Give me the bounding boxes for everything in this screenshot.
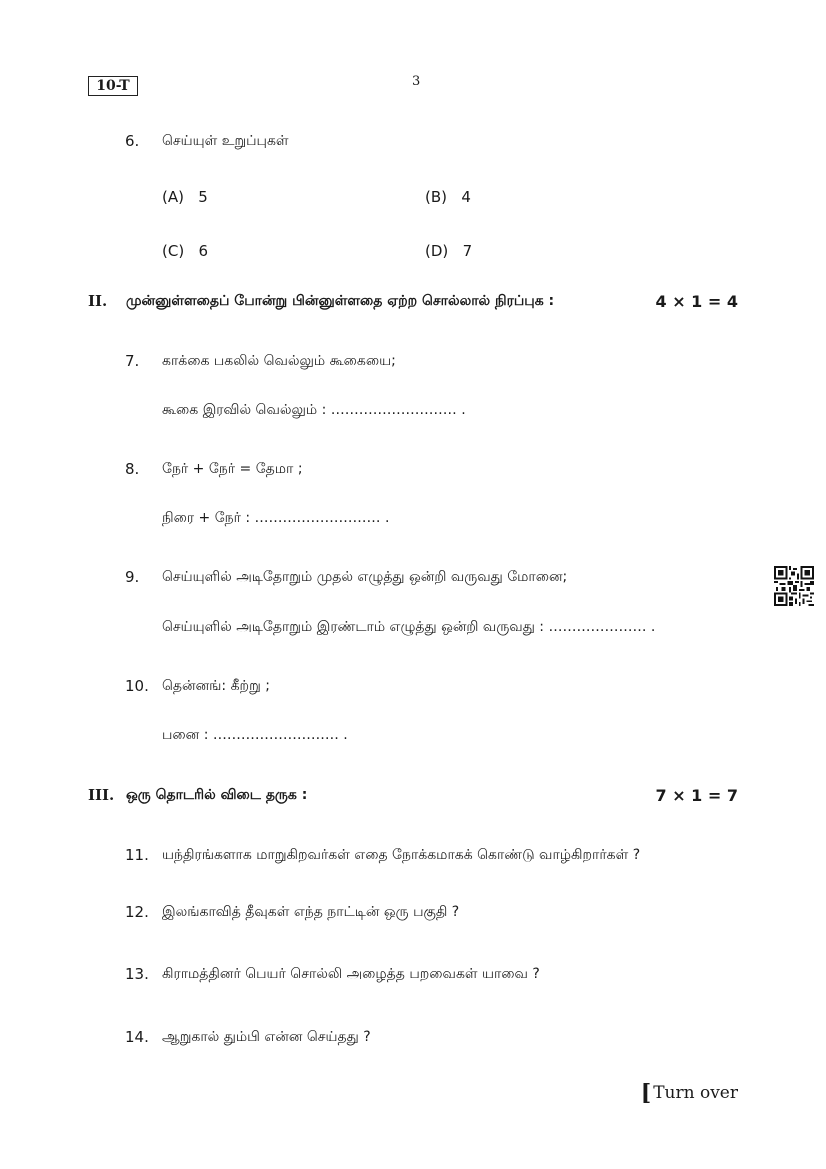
fill-blank-line: கூகை இரவில் வெல்லும் : ……………………… . bbox=[162, 402, 466, 418]
section-title: முன்னுள்ளதைப் போன்று பின்னுள்ளதை ஏற்ற சொல்லால் நிரப்புக : bbox=[126, 293, 555, 309]
option-value: 7 bbox=[462, 242, 473, 260]
section-number: II. bbox=[88, 292, 108, 310]
question-text: கிராமத்தினர் பெயர் சொல்லி அழைத்த பறவைகள் யாவை ? bbox=[162, 966, 540, 982]
question-text: யந்திரங்களாக மாறுகிறவர்கள் எதை நோக்கமாகக் கொண்டு வாழ்கிறார்கள் ? bbox=[162, 847, 641, 863]
question-text: நேர் + நேர் = தேமா ; bbox=[162, 461, 303, 477]
question-number: 13. bbox=[125, 965, 149, 983]
fill-blank-line: செய்யுளில் அடிதோறும் இரண்டாம் எழுத்து ஒன்றி வருவது : ………………… . bbox=[162, 619, 656, 635]
option-value: 4 bbox=[461, 188, 471, 206]
question-text: தென்னங்: கீற்று ; bbox=[162, 678, 270, 694]
turn-over-bracket: [ bbox=[640, 1080, 652, 1106]
turn-over-note bbox=[641, 1078, 738, 1104]
question-text: இலங்காவித் தீவுகள் எந்த நாட்டின் ஒரு பகுதி ? bbox=[162, 904, 460, 920]
question-number: 9. bbox=[125, 568, 140, 586]
option-b bbox=[425, 188, 471, 206]
question-text: செய்யுள் உறுப்புகள் bbox=[162, 133, 289, 149]
fill-blank-line: நிரை + நேர் : ……………………… . bbox=[162, 510, 390, 526]
question-number: 10. bbox=[125, 677, 149, 695]
section-marks: 7 × 1 = 7 bbox=[655, 786, 738, 805]
question-number: 6. bbox=[125, 132, 140, 150]
question-number: 7. bbox=[125, 352, 140, 370]
turn-over-text: Turn over bbox=[653, 1083, 738, 1103]
question-number: 12. bbox=[125, 903, 149, 921]
option-value: 6 bbox=[198, 242, 209, 260]
option-label: (A) bbox=[162, 188, 184, 206]
question-text: செய்யுளில் அடிதோறும் முதல் எழுத்து ஒன்றி வருவது மோனை; bbox=[162, 569, 568, 585]
question-number: 14. bbox=[125, 1028, 149, 1046]
section-marks: 4 × 1 = 4 bbox=[655, 292, 738, 311]
option-d bbox=[425, 242, 472, 260]
question-text: ஆறுகால் தும்பி என்ன செய்தது ? bbox=[162, 1029, 371, 1045]
page-number: 3 bbox=[412, 74, 421, 89]
option-c bbox=[162, 242, 208, 260]
fill-blank-line: பனை : ……………………… . bbox=[162, 727, 348, 743]
question-text: காக்கை பகலில் வெல்லும் கூகையை; bbox=[162, 353, 396, 369]
option-label: (C) bbox=[162, 242, 185, 260]
option-a bbox=[162, 188, 208, 206]
option-label: (B) bbox=[425, 188, 447, 206]
paper-code-box: 10-T bbox=[88, 76, 138, 96]
section-number: III. bbox=[88, 786, 115, 804]
option-value: 5 bbox=[198, 188, 208, 206]
question-number: 11. bbox=[125, 846, 149, 864]
qr-code-icon bbox=[774, 566, 814, 606]
question-number: 8. bbox=[125, 460, 140, 478]
option-label: (D) bbox=[425, 242, 449, 260]
section-title: ஒரு தொடரில் விடை தருக : bbox=[126, 787, 308, 803]
